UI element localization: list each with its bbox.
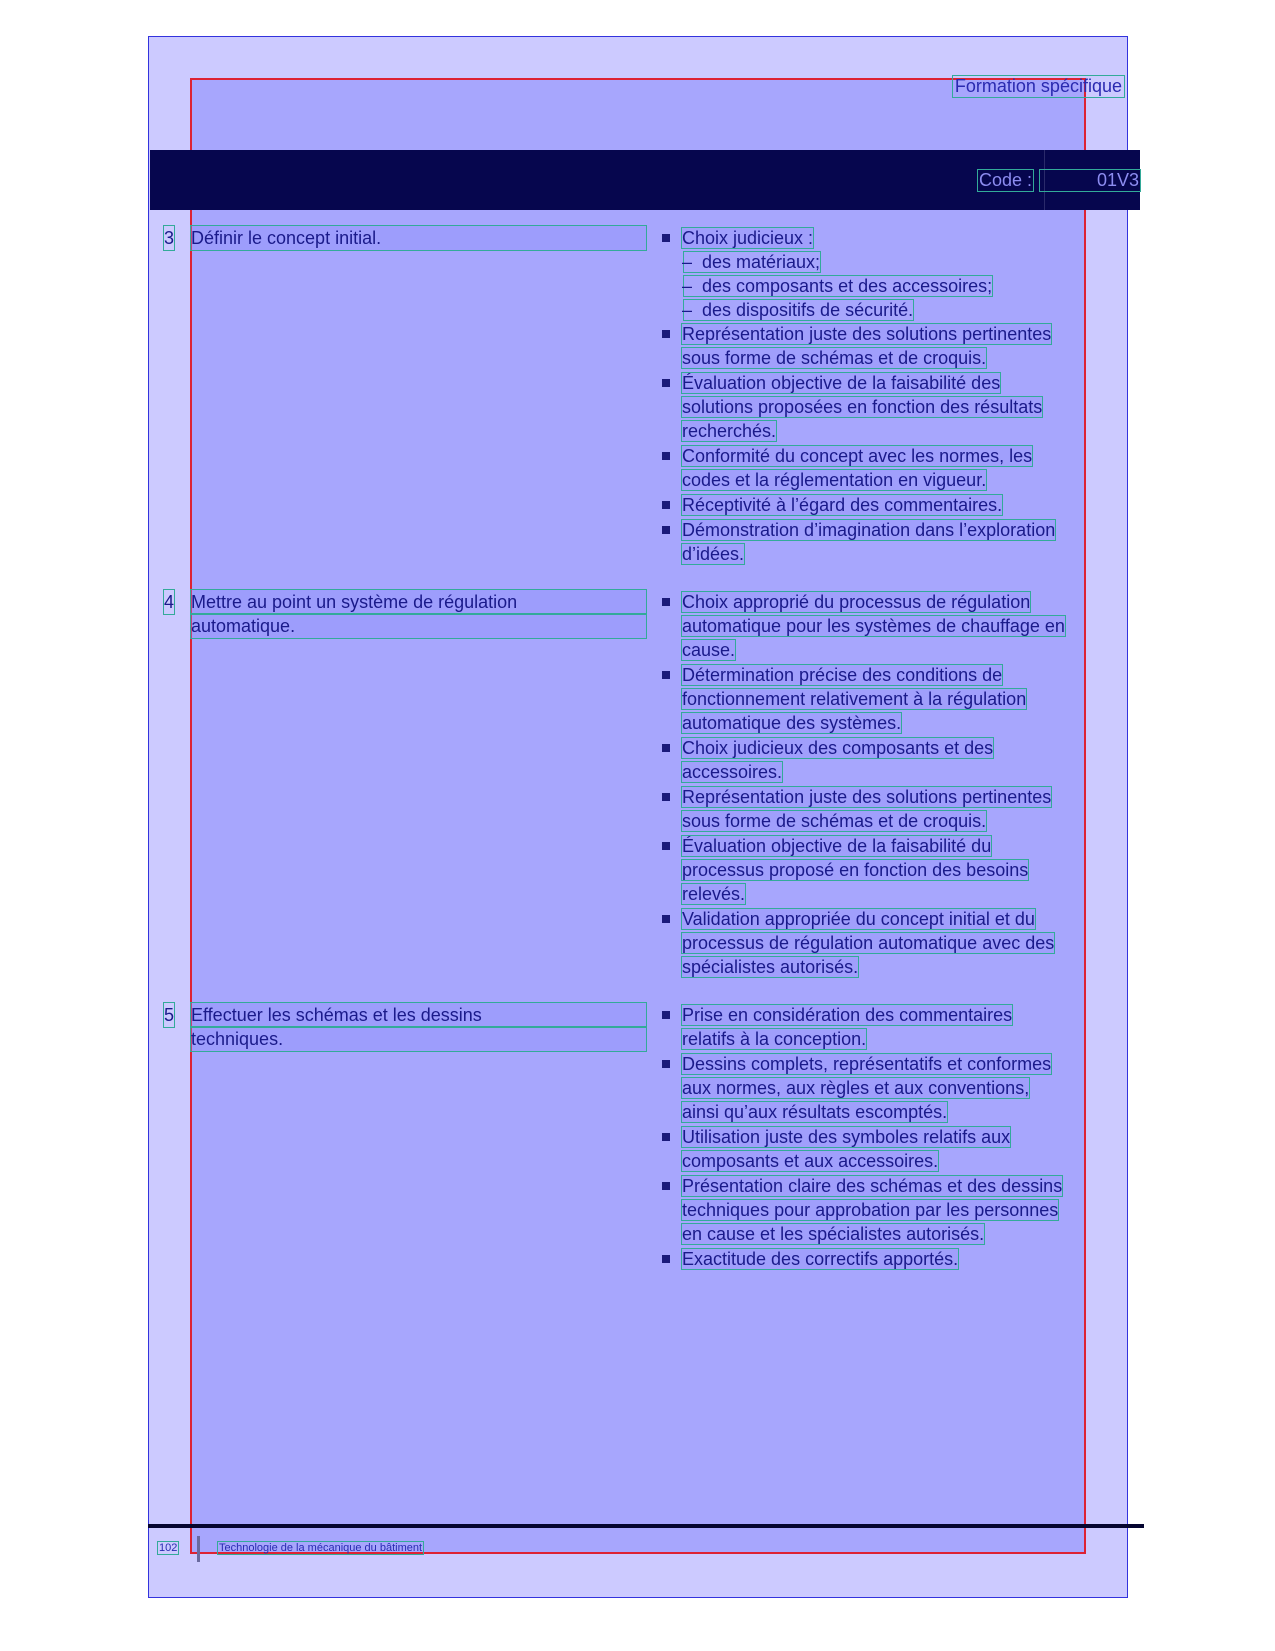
criterion-text: Démonstration d’imagination dans l’exploration xyxy=(682,520,1056,540)
bullet-icon xyxy=(662,379,670,387)
criterion-item xyxy=(660,663,1120,735)
criterion-text: Évaluation objective de la faisabilité du xyxy=(682,836,992,856)
criterion-item xyxy=(660,518,1120,566)
step-number: 4 xyxy=(164,592,175,612)
step-title-line: techniques. xyxy=(191,1027,646,1051)
code-value: 01V3 xyxy=(1040,170,1140,191)
criterion-text: automatique pour les systèmes de chauffage en xyxy=(682,616,1065,636)
criterion-text: Présentation claire des schémas et des dessins xyxy=(682,1176,1063,1196)
criterion-text: Évaluation objective de la faisabilité des xyxy=(682,373,1001,393)
bullet-icon xyxy=(662,1011,670,1019)
criterion-item xyxy=(660,322,1120,370)
criterion-text: sous forme de schémas et de croquis. xyxy=(682,348,987,368)
criterion-text: Dessins complets, représentatifs et conformes xyxy=(682,1054,1052,1074)
criterion-item xyxy=(660,493,1120,517)
criterion-item xyxy=(660,1052,1120,1124)
dash-icon: – xyxy=(682,276,693,296)
criterion-item xyxy=(660,371,1120,443)
bullet-icon xyxy=(662,1255,670,1263)
page-number: 102 xyxy=(159,1542,178,1554)
bullet-icon xyxy=(662,671,670,679)
step-title-line: Définir le concept initial. xyxy=(191,226,646,250)
step-title xyxy=(191,226,646,250)
criterion-item xyxy=(660,785,1120,833)
step-title-line: automatique. xyxy=(191,614,646,638)
criterion-text: spécialistes autorisés. xyxy=(682,957,859,977)
sub-criterion xyxy=(660,298,1120,322)
criterion-text: ainsi qu’aux résultats escomptés. xyxy=(682,1102,948,1122)
criterion-item xyxy=(660,834,1120,906)
criterion-text: Exactitude des correctifs apportés. xyxy=(682,1249,959,1269)
bullet-icon xyxy=(662,526,670,534)
criterion-text: automatique des systèmes. xyxy=(682,713,902,733)
criteria-list xyxy=(660,226,1120,566)
dash-icon: – xyxy=(682,300,693,320)
criterion-text: Conformité du concept avec les normes, les xyxy=(682,446,1033,466)
criterion-text: aux normes, aux règles et aux conventions, xyxy=(682,1078,1030,1098)
bullet-icon xyxy=(662,598,670,606)
sub-criterion-text: des composants et des accessoires; xyxy=(684,276,992,296)
sub-criterion xyxy=(660,274,1120,298)
sub-criterion xyxy=(660,250,1120,274)
criterion-text: cause. xyxy=(682,640,736,660)
section-title: Formation spécifique xyxy=(954,76,1122,96)
criterion-text: Représentation juste des solutions pertinentes xyxy=(682,787,1052,807)
criterion-text: Représentation juste des solutions pertinentes xyxy=(682,324,1052,344)
code-label: Code : xyxy=(979,170,1033,190)
criterion-text: relevés. xyxy=(682,884,746,904)
criterion-text: en cause et les spécialistes autorisés. xyxy=(682,1224,985,1244)
criterion-text: Réceptivité à l’égard des commentaires. xyxy=(682,495,1003,515)
criterion-item xyxy=(660,1003,1120,1051)
criterion-item xyxy=(660,444,1120,492)
criterion-text: fonctionnement relativement à la régulation xyxy=(682,689,1027,709)
bullet-icon xyxy=(662,793,670,801)
criterion-item xyxy=(660,1174,1120,1246)
criterion-text: codes et la réglementation en vigueur. xyxy=(682,470,987,490)
sub-criterion-text: des matériaux; xyxy=(684,252,820,272)
criterion-text: d’idées. xyxy=(682,544,745,564)
step-row xyxy=(160,590,1128,979)
step-row xyxy=(160,1003,1128,1271)
bullet-icon xyxy=(662,842,670,850)
bullet-icon xyxy=(662,744,670,752)
footer-separator xyxy=(197,1536,200,1562)
criterion-text: Choix judicieux des composants et des xyxy=(682,738,994,758)
step-number: 3 xyxy=(164,228,175,248)
bullet-icon xyxy=(662,915,670,923)
bullet-icon xyxy=(662,501,670,509)
dash-icon: – xyxy=(682,252,693,272)
step-row xyxy=(160,226,1128,566)
step-title xyxy=(191,590,646,638)
step-title xyxy=(191,1003,646,1051)
criterion-item xyxy=(660,736,1120,784)
footer-text: Technologie de la mécanique du bâtiment xyxy=(219,1542,423,1554)
bullet-icon xyxy=(662,1060,670,1068)
sub-criterion-text: des dispositifs de sécurité. xyxy=(684,300,913,320)
criterion-text: Choix judicieux : xyxy=(682,228,814,248)
criterion-text: sous forme de schémas et de croquis. xyxy=(682,811,987,831)
footer-rule xyxy=(148,1524,1144,1528)
criterion-text: Détermination précise des conditions de xyxy=(682,665,1003,685)
bullet-icon xyxy=(662,1182,670,1190)
criterion-item xyxy=(660,1247,1120,1271)
code-band xyxy=(150,150,1140,210)
criterion-text: accessoires. xyxy=(682,762,783,782)
step-number: 5 xyxy=(164,1005,175,1025)
criterion-item xyxy=(660,226,1120,250)
criterion-text: Choix approprié du processus de régulation xyxy=(682,592,1031,612)
criterion-item xyxy=(660,907,1120,979)
criterion-text: processus de régulation automatique avec des xyxy=(682,933,1055,953)
bullet-icon xyxy=(662,234,670,242)
criterion-text: Utilisation juste des symboles relatifs aux xyxy=(682,1127,1011,1147)
step-title-line: Mettre au point un système de régulation xyxy=(191,590,646,614)
bullet-icon xyxy=(662,1133,670,1141)
criterion-text: relatifs à la conception. xyxy=(682,1029,867,1049)
criterion-text: recherchés. xyxy=(682,421,777,441)
criteria-list xyxy=(660,590,1120,979)
bullet-icon xyxy=(662,452,670,460)
bullet-icon xyxy=(662,330,670,338)
criterion-text: techniques pour approbation par les personnes xyxy=(682,1200,1059,1220)
criterion-text: solutions proposées en fonction des résultats xyxy=(682,397,1043,417)
criterion-text: Prise en considération des commentaires xyxy=(682,1005,1013,1025)
criterion-text: composants et aux accessoires. xyxy=(682,1151,939,1171)
step-title-line: Effectuer les schémas et les dessins xyxy=(191,1003,646,1027)
criterion-item xyxy=(660,1125,1120,1173)
criterion-item xyxy=(660,590,1120,662)
steps-table xyxy=(160,226,1128,1271)
criteria-list xyxy=(660,1003,1120,1271)
criterion-text: Validation appropriée du concept initial et du xyxy=(682,909,1035,929)
criterion-text: processus proposé en fonction des besoins xyxy=(682,860,1029,880)
